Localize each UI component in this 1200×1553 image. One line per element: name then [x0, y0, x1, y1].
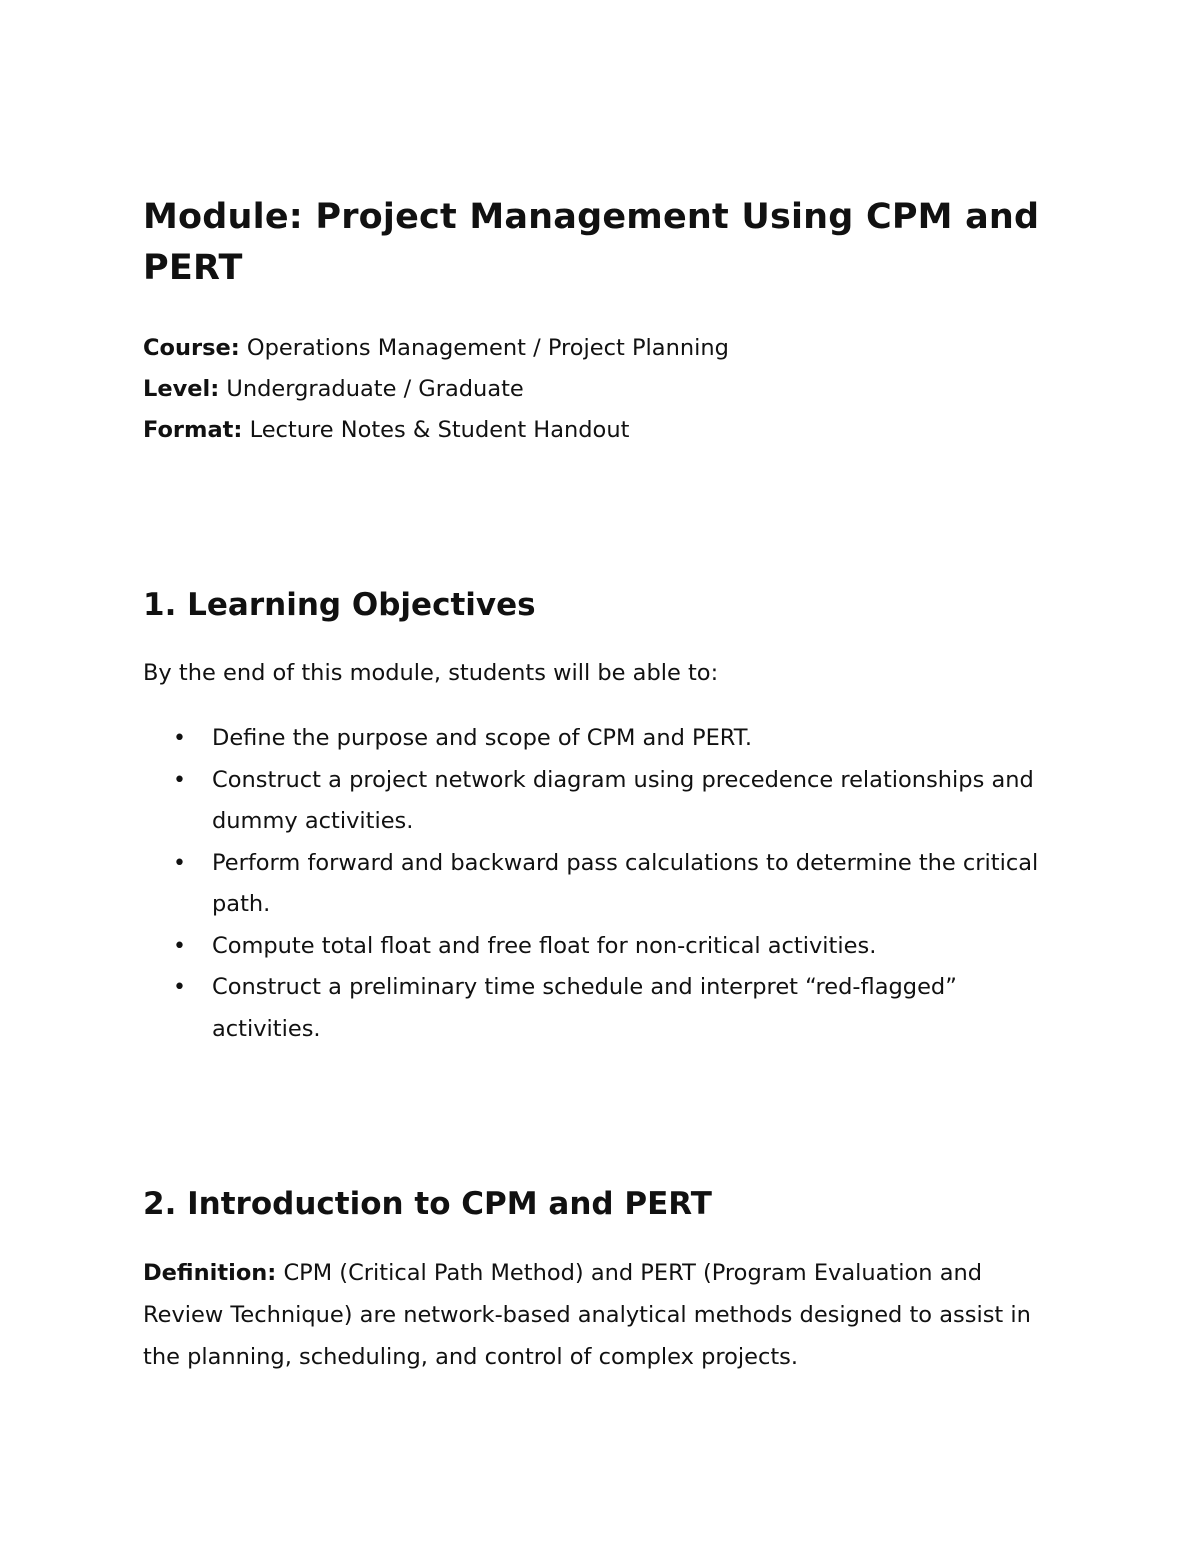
section-heading: 1. Learning Objectives [143, 587, 536, 623]
meta-level-label: Level: [143, 376, 220, 402]
section-heading: 2. Introduction to CPM and PERT [143, 1186, 712, 1222]
list-item [143, 967, 1063, 1050]
objectives-list [143, 718, 1063, 1050]
list-item [143, 926, 1063, 968]
objective-text: Define the purpose and scope of CPM and PERT. [212, 725, 753, 751]
introduction-section [143, 1182, 1063, 1378]
meta-course-value: Operations Management / Project Planning [246, 335, 729, 361]
meta-course-label: Course: [143, 335, 240, 361]
bullet-icon: • [173, 850, 186, 876]
objective-text: Construct a preliminary time schedule and interpret “red-flagged” activities. [212, 974, 957, 1042]
definition-label: Definition: [143, 1260, 277, 1286]
meta-format-row [143, 410, 1063, 451]
document-page [143, 192, 1063, 1378]
bullet-icon: • [173, 975, 186, 1000]
definition-paragraph [143, 1252, 1053, 1378]
learning-objectives-section [143, 583, 1063, 1050]
meta-level-value: Undergraduate / Graduate [226, 376, 524, 402]
meta-format-value: Lecture Notes & Student Handout [249, 417, 630, 443]
objective-text: Perform forward and backward pass calculations to determine the critical path. [212, 849, 1039, 917]
objective-text: Construct a project network diagram using precedence relationships and dummy activities. [212, 766, 1034, 834]
objectives-intro: By the end of this module, students will be able to: [143, 660, 719, 686]
list-item [143, 843, 1063, 926]
list-item [143, 718, 1063, 760]
meta-course-row [143, 328, 1063, 369]
bullet-icon: • [173, 767, 186, 793]
module-meta [143, 328, 1063, 451]
bullet-icon: • [173, 933, 186, 959]
page-title: Module: Project Management Using CPM and PERT [143, 197, 1040, 288]
list-item [143, 760, 1063, 843]
meta-format-label: Format: [143, 417, 243, 443]
definition-text: CPM (Critical Path Method) and PERT (Program Evaluation and Review Technique) are network-based analytical methods designed to assist in the planning, scheduling, and control of complex projects. [143, 1260, 1031, 1370]
objective-text: Compute total float and free float for non-critical activities. [212, 932, 877, 959]
meta-level-row [143, 369, 1063, 410]
bullet-icon: • [173, 726, 186, 751]
